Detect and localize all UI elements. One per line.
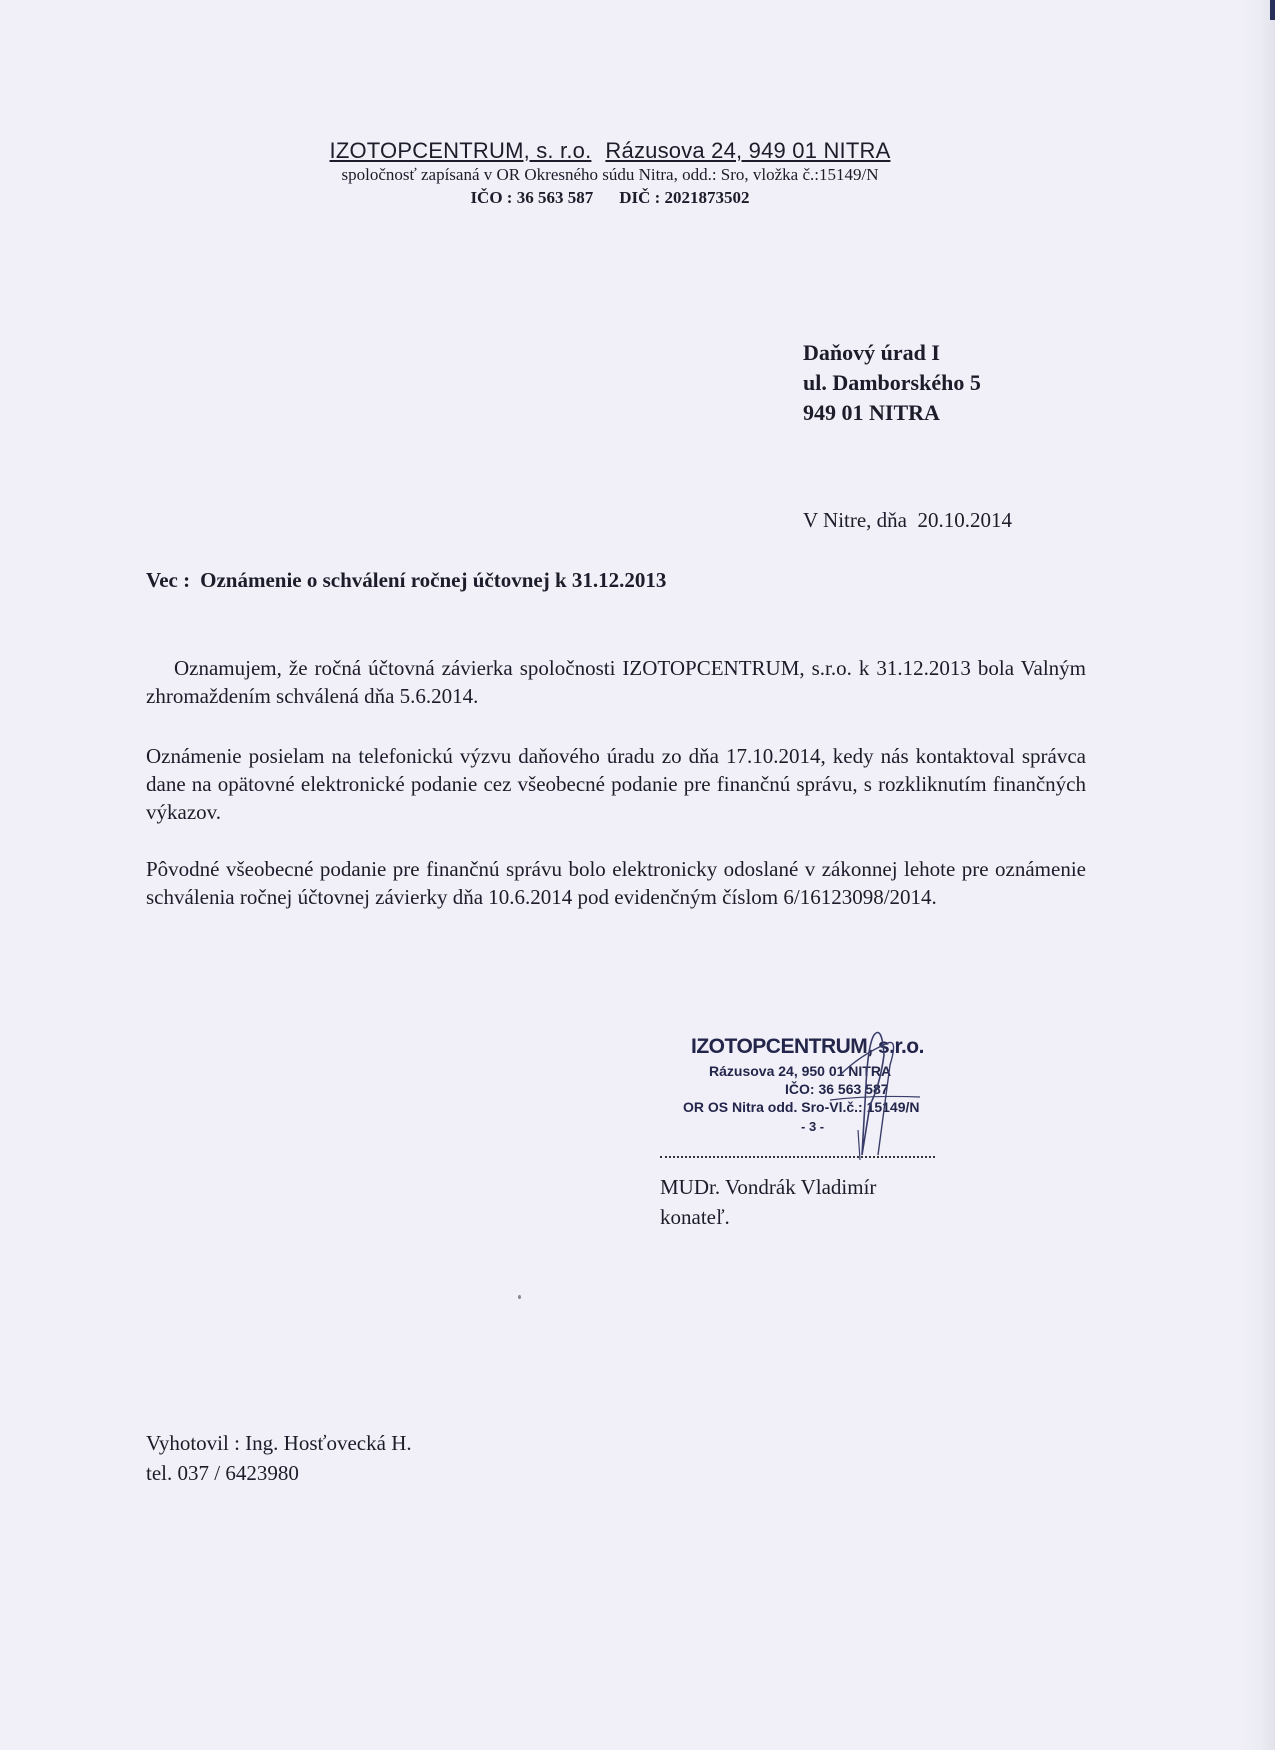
paper-speck — [518, 1295, 521, 1299]
date-line: V Nitre, dňa 20.10.2014 — [803, 508, 1013, 532]
stamp-ico: IČO: 36 563 587 — [785, 1081, 889, 1097]
letterhead-dic: DIČ : 2021873502 — [619, 188, 750, 207]
signer-role: konateľ. — [660, 1205, 730, 1229]
subject-text: Oznámenie o schválení ročnej účtovnej k 31.12.2013 — [200, 568, 667, 592]
prepared-by-phone: tel. 037 / 6423980 — [146, 1461, 299, 1485]
page-edge-dark — [1270, 0, 1275, 20]
prepared-by-line: Vyhotovil : Ing. Hosťovecká H. — [146, 1431, 412, 1455]
letterhead-address: Rázusova 24, 949 01 NITRA — [605, 138, 891, 163]
signer-name: MUDr. Vondrák Vladimír — [660, 1175, 877, 1199]
subject-line — [146, 568, 666, 593]
recipient-line-3: 949 01 NITRA — [803, 400, 940, 425]
recipient-line-2: ul. Damborského 5 — [803, 370, 981, 395]
page-edge-shadow — [1237, 0, 1275, 1750]
subject-label: Vec : — [146, 568, 191, 592]
letterhead-company: IZOTOPCENTRUM, s. r.o. — [329, 138, 592, 163]
stamp-registry: OR OS Nitra odd. Sro-Vl.č.: 15149/N — [683, 1099, 920, 1115]
prepared-by-block — [146, 1428, 412, 1488]
stamp-company: IZOTOPCENTRUM, s.r.o. — [691, 1035, 924, 1058]
handwritten-signature — [770, 1025, 970, 1165]
signer-block — [660, 1172, 876, 1232]
paragraph-2: Oznámenie posielam na telefonickú výzvu daňového úradu zo dňa 17.10.2014, kedy nás kontaktoval správca dane na opätovné elektronické podanie cez všeobecné podanie pre finančnú správu, s rozkliknutím finančných výkazov. — [146, 744, 1086, 824]
letterhead-registry: spoločnosť zapísaná v OR Okresného súdu Nitra, odd.: Sro, vložka č.:15149/N — [341, 165, 879, 184]
letterhead-company-line — [0, 138, 1220, 164]
recipient-line-1: Daňový úrad I — [803, 340, 940, 365]
stamp-address: Rázusova 24, 950 01 NITRA — [709, 1063, 892, 1079]
letterhead-ico: IČO : 36 563 587 — [470, 188, 594, 207]
paragraph-1: Oznamujem, že ročná účtovná závierka spoločnosti IZOTOPCENTRUM, s.r.o. k 31.12.2013 bola Valným zhromaždením schválená dňa 5.6.2014. — [146, 656, 1086, 708]
paragraph-3: Pôvodné všeobecné podanie pre finančnú správu bolo elektronicky odoslané v zákonnej lehote pre oznámenie schválenia ročnej účtovnej závierky dňa 10.6.2014 pod evidenčným číslom 6/16123098/2014. — [146, 857, 1086, 909]
recipient-address — [803, 338, 981, 428]
letterhead — [0, 138, 1220, 210]
stamp-number: - 3 - — [801, 1119, 825, 1134]
letterhead-ids — [0, 186, 1220, 210]
signature-line — [660, 1148, 935, 1158]
